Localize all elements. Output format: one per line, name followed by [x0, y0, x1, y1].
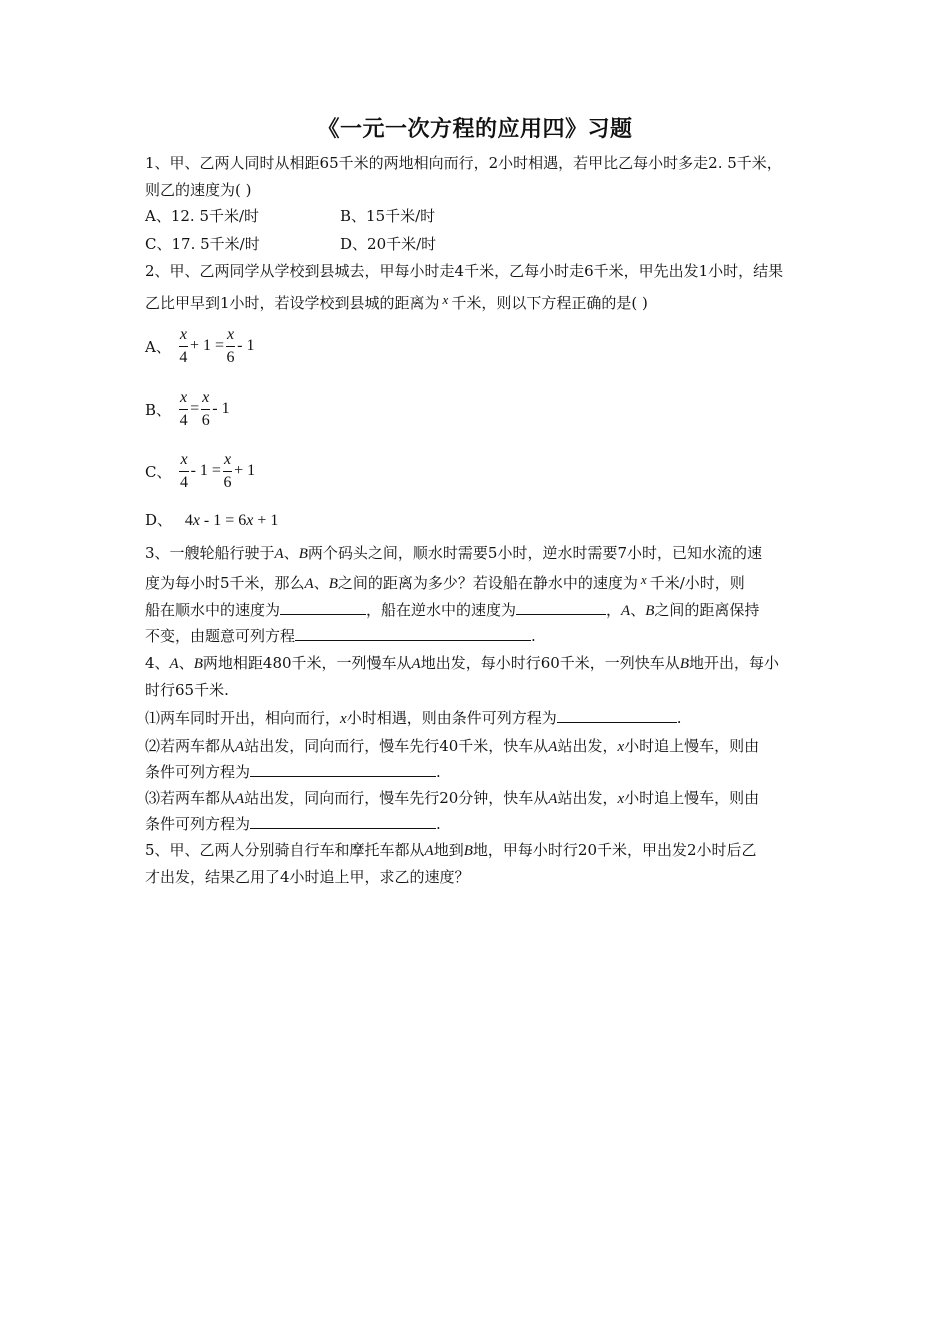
q1-option-b: B、15千米/时	[340, 207, 436, 225]
text: 地出发，每小时行60千米，一列快车从	[420, 654, 680, 672]
variable-x: x	[617, 791, 625, 807]
text: 船在顺水中的速度为	[145, 601, 281, 619]
text: 站出发，	[557, 789, 618, 807]
q4-sub-3-line-1	[145, 788, 810, 809]
q1-option-c: C、17. 5千米/时	[145, 235, 260, 253]
eq-var: x	[192, 512, 200, 529]
q2-option-d-label: D、	[145, 511, 173, 529]
page-title: 《一元一次方程的应用四》习题	[317, 117, 633, 142]
point-b: B	[193, 656, 203, 672]
text: 5、甲、乙两人分别骑自行车和摩托车都从	[145, 841, 425, 859]
q1-options-row-2	[145, 234, 810, 254]
text: 两地相距480千米，一列慢车从	[202, 654, 412, 672]
variable-x: x	[640, 572, 647, 587]
q2-option-d	[145, 510, 810, 531]
denominator: 4	[180, 473, 189, 491]
point-a: A	[548, 739, 558, 755]
text: 小时相遇，则由条件可列方程为	[346, 709, 557, 727]
point-a: A	[235, 739, 245, 755]
answer-blank-sub-3[interactable]	[250, 814, 436, 829]
eq-part: + 1	[253, 512, 279, 529]
variable-x: x	[617, 739, 625, 755]
q2-option-a-middle: + 1 =	[189, 337, 224, 354]
denominator: 6	[201, 411, 210, 429]
text: 4、	[145, 654, 170, 672]
numerator: x	[223, 450, 232, 468]
denominator: 4	[179, 411, 188, 429]
variable-x: x	[340, 711, 347, 727]
answer-blank-downstream-speed[interactable]	[280, 600, 366, 615]
point-b: B	[645, 603, 655, 619]
eq-var: x	[246, 512, 254, 529]
point-b: B	[679, 656, 689, 672]
denominator: 6	[223, 473, 232, 491]
text: ⑴两车同时开出，相向而行，	[145, 709, 341, 727]
q2-option-b	[145, 386, 232, 432]
q1-option-d: D、20千米/时	[340, 235, 437, 253]
text: .	[436, 815, 441, 833]
text: 站出发，	[557, 737, 618, 755]
numerator: x	[227, 325, 235, 343]
numerator: x	[179, 325, 187, 343]
point-b: B	[463, 843, 473, 859]
q2-option-b-end: - 1	[212, 400, 230, 417]
q1-line-2: 则乙的速度为( )	[145, 181, 252, 199]
q2-line-2-text-b: 千米，则以下方程正确的是( )	[451, 294, 648, 312]
q2-option-c-end: + 1	[234, 462, 256, 479]
text: 、	[630, 601, 646, 619]
q5-line-1	[145, 840, 810, 861]
text: 、	[313, 574, 329, 592]
point-a: A	[169, 656, 179, 672]
eq-part: 4	[184, 512, 193, 529]
q2-line-1: 2、甲、乙两同学从学校到县城去，甲每小时走4千米，乙每小时走6千米，甲先出发1小时，结果	[145, 262, 784, 280]
text: ⑶若两车都从	[145, 789, 236, 807]
text: 、	[283, 544, 299, 562]
q2-option-d-equation	[177, 512, 279, 529]
text: 地到	[433, 841, 464, 859]
point-b: B	[298, 546, 308, 562]
text: ，	[606, 601, 622, 619]
q4-line-2: 时行65千米.	[145, 681, 229, 699]
denominator: 6	[226, 348, 235, 366]
q4-sub-2-line-2	[145, 762, 810, 782]
answer-blank-sub-2[interactable]	[250, 762, 436, 777]
point-a: A	[235, 791, 245, 807]
q2-option-b-label: B、	[145, 400, 172, 419]
q2-line-2	[145, 290, 810, 313]
text: 两个码头之间，顺水时需要5小时，逆水时需要7小时，已知水流的速	[307, 544, 762, 562]
text: 站出发，同向而行，慢车先行20分钟，快车从	[244, 789, 549, 807]
point-a: A	[621, 603, 631, 619]
text: ，船在逆水中的速度为	[366, 601, 517, 619]
eq-part: - 1 = 6	[199, 512, 247, 529]
fraction-x-over-6	[201, 389, 210, 430]
q2-option-c	[145, 448, 257, 494]
text: 之间的距离保持	[654, 601, 760, 619]
point-a: A	[424, 843, 434, 859]
text: .	[436, 763, 441, 781]
answer-blank-equation[interactable]	[295, 626, 531, 641]
q3-line-2	[145, 570, 810, 594]
point-a: A	[274, 546, 284, 562]
text: .	[676, 709, 682, 727]
text: 小时追上慢车，则由	[624, 789, 760, 807]
fraction-x-over-6	[223, 451, 232, 492]
numerator: x	[180, 450, 188, 468]
q2-option-c-label: C、	[145, 462, 172, 481]
answer-blank-upstream-speed[interactable]	[516, 600, 606, 615]
text: 条件可列方程为	[145, 763, 251, 781]
q3-line-3	[145, 600, 810, 621]
q5-line-2: 才出发，结果乙用了4小时追上甲，求乙的速度？	[145, 868, 470, 886]
text: 地开出，每小	[688, 654, 779, 672]
q4-line-1	[145, 653, 810, 674]
text: .	[531, 627, 536, 645]
q3-line-1	[145, 543, 810, 564]
q4-sub-2-line-1	[145, 736, 810, 757]
fraction-x-over-4	[179, 451, 188, 492]
text: 站出发，同向而行，慢车先行40千米，快车从	[244, 737, 549, 755]
q2-option-a-label: A、	[145, 337, 171, 356]
fraction-x-over-4	[179, 389, 188, 430]
q4-sub-1	[145, 708, 810, 729]
q2-variable-x: x	[442, 292, 449, 307]
denominator: 4	[179, 348, 188, 366]
text: ⑵若两车都从	[145, 737, 236, 755]
text: 千米/小时，则	[649, 574, 745, 592]
q2-line-2-text-a: 乙比甲早到1小时，若设学校到县城的距离为	[145, 294, 440, 312]
text: 地，甲每小时行20千米，甲出发2小时后乙	[472, 841, 757, 859]
point-a: A	[304, 576, 314, 592]
point-a: A	[548, 791, 558, 807]
q2-option-a	[145, 323, 256, 369]
text: 度为每小时5千米，那么	[145, 574, 305, 592]
q3-line-4	[145, 626, 810, 646]
numerator: x	[180, 388, 188, 406]
q2-option-b-middle: =	[190, 400, 200, 417]
q2-option-c-middle: - 1 =	[190, 462, 221, 479]
point-b: B	[328, 576, 338, 592]
text: 不变，由题意可列方程	[145, 627, 296, 645]
text: 之间的距离为多少？若设船在静水中的速度为	[337, 574, 638, 592]
q1-line-1: 1、甲、乙两人同时从相距65千米的两地相向而行，2小时相遇，若甲比乙每小时多走2. 5千米，	[145, 154, 782, 172]
q1-options-row-1	[145, 206, 810, 226]
answer-blank-sub-1[interactable]	[557, 708, 677, 723]
q4-sub-3-line-2	[145, 814, 810, 834]
numerator: x	[202, 388, 210, 406]
text: 3、一艘轮船行驶于	[145, 544, 275, 562]
text: 、	[178, 654, 194, 672]
fraction-x-over-6	[226, 326, 235, 367]
fraction-x-over-4	[179, 326, 188, 367]
point-a: A	[411, 656, 421, 672]
q2-option-a-end: - 1	[237, 337, 255, 354]
q1-option-a: A、12. 5千米/时	[145, 207, 260, 225]
text: 条件可列方程为	[145, 815, 251, 833]
text: 小时追上慢车，则由	[624, 737, 760, 755]
